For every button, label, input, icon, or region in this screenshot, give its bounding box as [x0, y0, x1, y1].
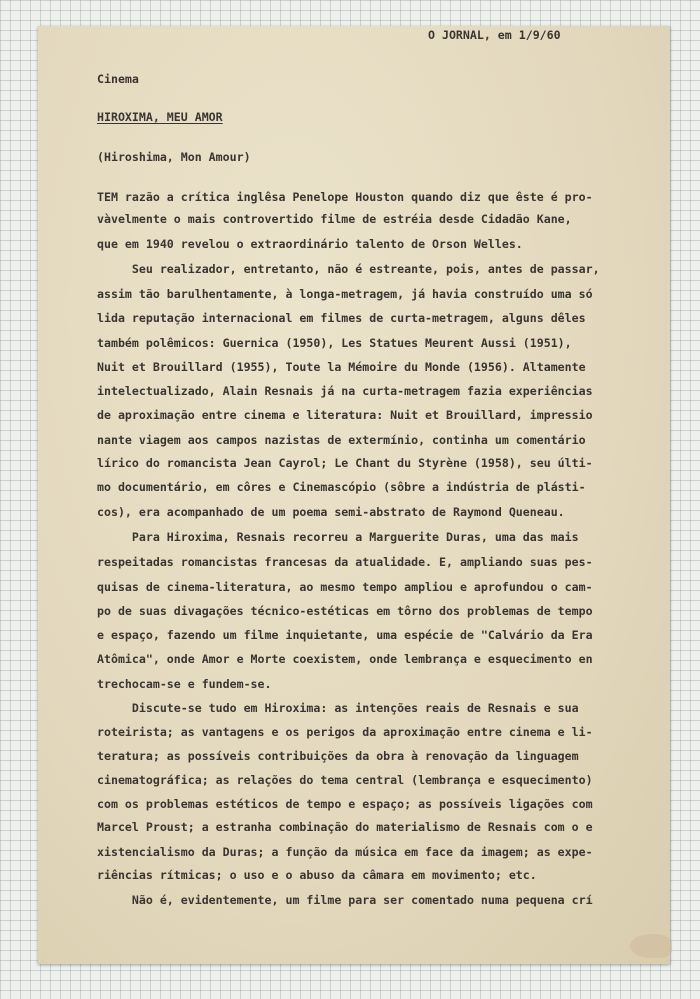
text-line: Seu realizador, entretanto, não é estreante, pois, antes de passar, [97, 262, 600, 276]
text-line: com os problemas estéticos de tempo e espaço; as possíveis ligações com [97, 797, 593, 811]
text-line: riências rítmicas; o uso e o abuso da câmara em movimento; etc. [97, 868, 537, 882]
text-line: po de suas divagações técnico-estéticas em tôrno dos problemas de tempo [97, 604, 593, 618]
text-line: nante viagem aos campos nazistas de extermínio, continha um comentário [97, 433, 586, 447]
text-line: teratura; as possíveis contribuições da obra à renovação da linguagem [97, 749, 579, 763]
text-line: xistencialismo da Duras; a função da música em face da imagem; as expe- [97, 845, 593, 859]
text-line: e espaço, fazendo um filme inquietante, uma espécie de "Calvário da Era [97, 628, 593, 642]
text-line: Nuit et Brouillard (1955), Toute la Mémoire du Monde (1956). Altamente [97, 360, 586, 374]
article-subtitle: (Hiroshima, Mon Amour) [97, 150, 251, 164]
text-line: Marcel Proust; a estranha combinação do materialismo de Resnais com o e [97, 820, 593, 834]
section-label: Cinema [97, 72, 139, 86]
text-line: cos), era acompanhado de um poema semi-abstrato de Raymond Queneau. [97, 505, 565, 519]
text-line: Discute-se tudo em Hiroxima: as intenções reais de Resnais e sua [97, 701, 579, 715]
text-line: intelectualizado, Alain Resnais já na curta-metragem fazia experiências [97, 384, 593, 398]
text-line: lida reputação internacional em filmes de curta-metragem, alguns dêles [97, 311, 586, 325]
text-line: Não é, evidentemente, um filme para ser comentado numa pequena crí [97, 893, 593, 907]
text-line: também polêmicos: Guernica (1950), Les Statues Meurent Aussi (1951), [97, 336, 572, 350]
text-line: quisas de cinema-literatura, ao mesmo tempo ampliou e aprofundou o cam- [97, 580, 593, 594]
text-line: roteirista; as vantagens e os perigos da aproximação entre cinema e li- [97, 725, 593, 739]
text-line: TEM razão a crítica inglêsa Penelope Houston quando diz que êste é pro- [97, 190, 593, 204]
text-line: cinematográfica; as relações do tema central (lembrança e esquecimento) [97, 773, 593, 787]
text-line: trechocam-se e fundem-se. [97, 677, 272, 691]
text-line: assim tão barulhentamente, à longa-metragem, já havia construído uma só [97, 287, 593, 301]
article-title: HIROXIMA, MEU AMOR [97, 110, 223, 124]
text-line: vàvelmente o mais controvertido filme de estréia desde Cidadão Kane, [97, 212, 572, 226]
text-line: que em 1940 revelou o extraordinário talento de Orson Welles. [97, 237, 523, 251]
text-line: Atômica", onde Amor e Morte coexistem, onde lembrança e esquecimento en [97, 652, 593, 666]
text-line: lírico do romancista Jean Cayrol; Le Chant du Styrène (1958), seu últi- [97, 456, 593, 470]
text-line: mo documentário, em côres e Cinemascópio (sôbre a indústria de plásti- [97, 480, 586, 494]
text-line: de aproximação entre cinema e literatura: Nuit et Brouillard, impressio [97, 408, 593, 422]
text-line: respeitadas romancistas francesas da atualidade. E, ampliando suas pes- [97, 555, 593, 569]
text-line: Para Hiroxima, Resnais recorreu a Marguerite Duras, uma das mais [97, 530, 579, 544]
newspaper-header: O JORNAL, em 1/9/60 [428, 28, 561, 42]
